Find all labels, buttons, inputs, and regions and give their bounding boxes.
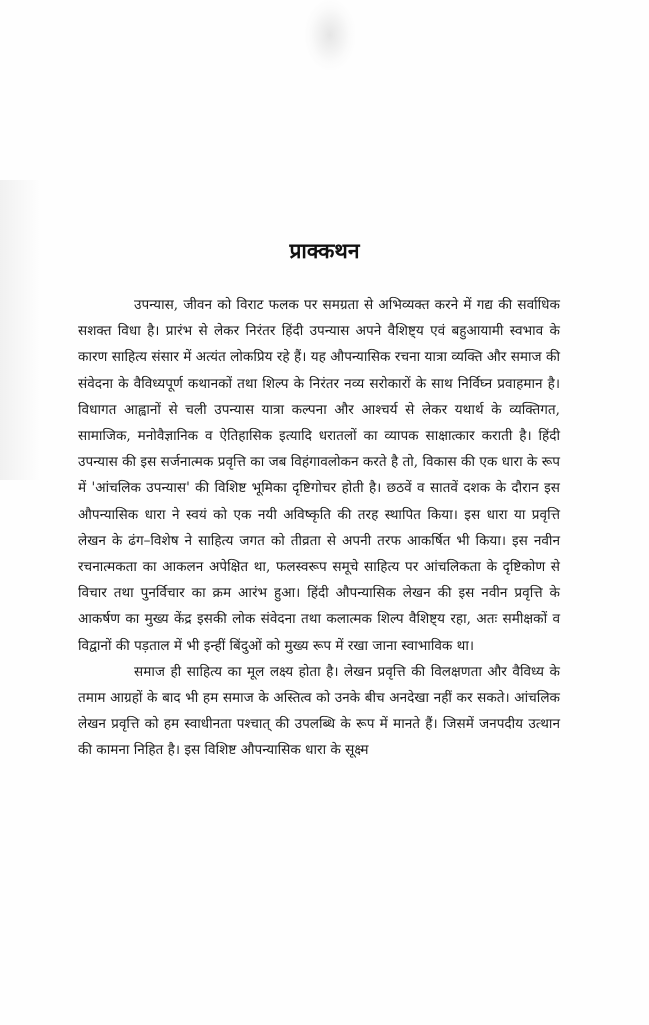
body-text bbox=[78, 292, 560, 764]
page-title: प्राक्कथन bbox=[289, 239, 360, 263]
show-through-mark bbox=[305, 0, 355, 70]
paragraph-2: समाज ही साहित्य का मूल लक्ष्य होता है। लेखन प्रवृत्ति की विलक्षणता और वैविध्य के तमाम आग्रहों के बाद भी हम समाज के अस्तित्व को उनके बीच अनदेखा नहीं कर सकते। आंचलिक लेखन प्रवृत्ति को हम स्वाधीनता पश्चात् की उपलब्धि के रूप में मानते हैं। जिसमें जनपदीय उत्थान की कामना निहित है। इस विशिष्ट औपन्यासिक धारा के सूक्ष्म bbox=[78, 663, 560, 759]
paragraph-1: उपन्यास, जीवन को विराट फलक पर समग्रता से अभिव्यक्त करने में गद्य की सर्वाधिक सशक्त विधा है। प्रारंभ से लेकर निरंतर हिंदी उपन्यास अपने वैशिष्ट्य एवं बहुआयामी स्वभाव के कारण साहित्य संसार में अत्यंत लोकप्रिय रहे हैं। यह औपन्यासिक रचना यात्रा व्यक्ति और समाज की संवेदना के वैविध्यपूर्ण कथानकों तथा शिल्प के निरंतर नव्य सरोकारों के साथ निर्विघ्न प्रवाहमान है। विधागत आह्वानों से चली उपन्यास यात्रा कल्पना और आश्चर्य से लेकर यथार्थ के व्यक्तिगत, सामाजिक, मनोवैज्ञानिक व ऐतिहासिक इत्यादि धरातलों का व्यापक साक्षात्कार कराती है। हिंदी उपन्यास की इस सर्जनात्मक प्रवृत्ति का जब विहंगावलोकन करते है तो, विकास की एक धारा के रूप में 'आंचलिक उपन्यास' की विशिष्ट भूमिका दृष्टिगोचर होती है। छठवें व सातवें दशक के दौरान इस औपन्यासिक धारा ने स्वयं को एक नयी अविष्कृति की तरह स्थापित किया। इस धारा या प्रवृत्ति लेखन के ढंग–विशेष ने साहित्य जगत को तीव्रता से अपनी तरफ आकर्षित भी किया। इस नवीन रचनात्मकता का आकलन अपेक्षित था, फलस्वरूप समूचे साहित्य पर आंचलिकता के दृष्टिकोण से विचार तथा पुनर्विचार का क्रम आरंभ हुआ। हिंदी औपन्यासिक लेखन की इस नवीन प्रवृत्ति के आकर्षण का मुख्य केंद्र इसकी लोक संवेदना तथा कलात्मक शिल्प वैशिष्ट्य रहा, अतः समीक्षकों व विद्वानों की पड़ताल में भी इन्हीं बिंदुओं को मुख्य रूप में रखा जाना स्वाभाविक था। bbox=[78, 297, 560, 654]
binding-shadow bbox=[0, 180, 40, 480]
